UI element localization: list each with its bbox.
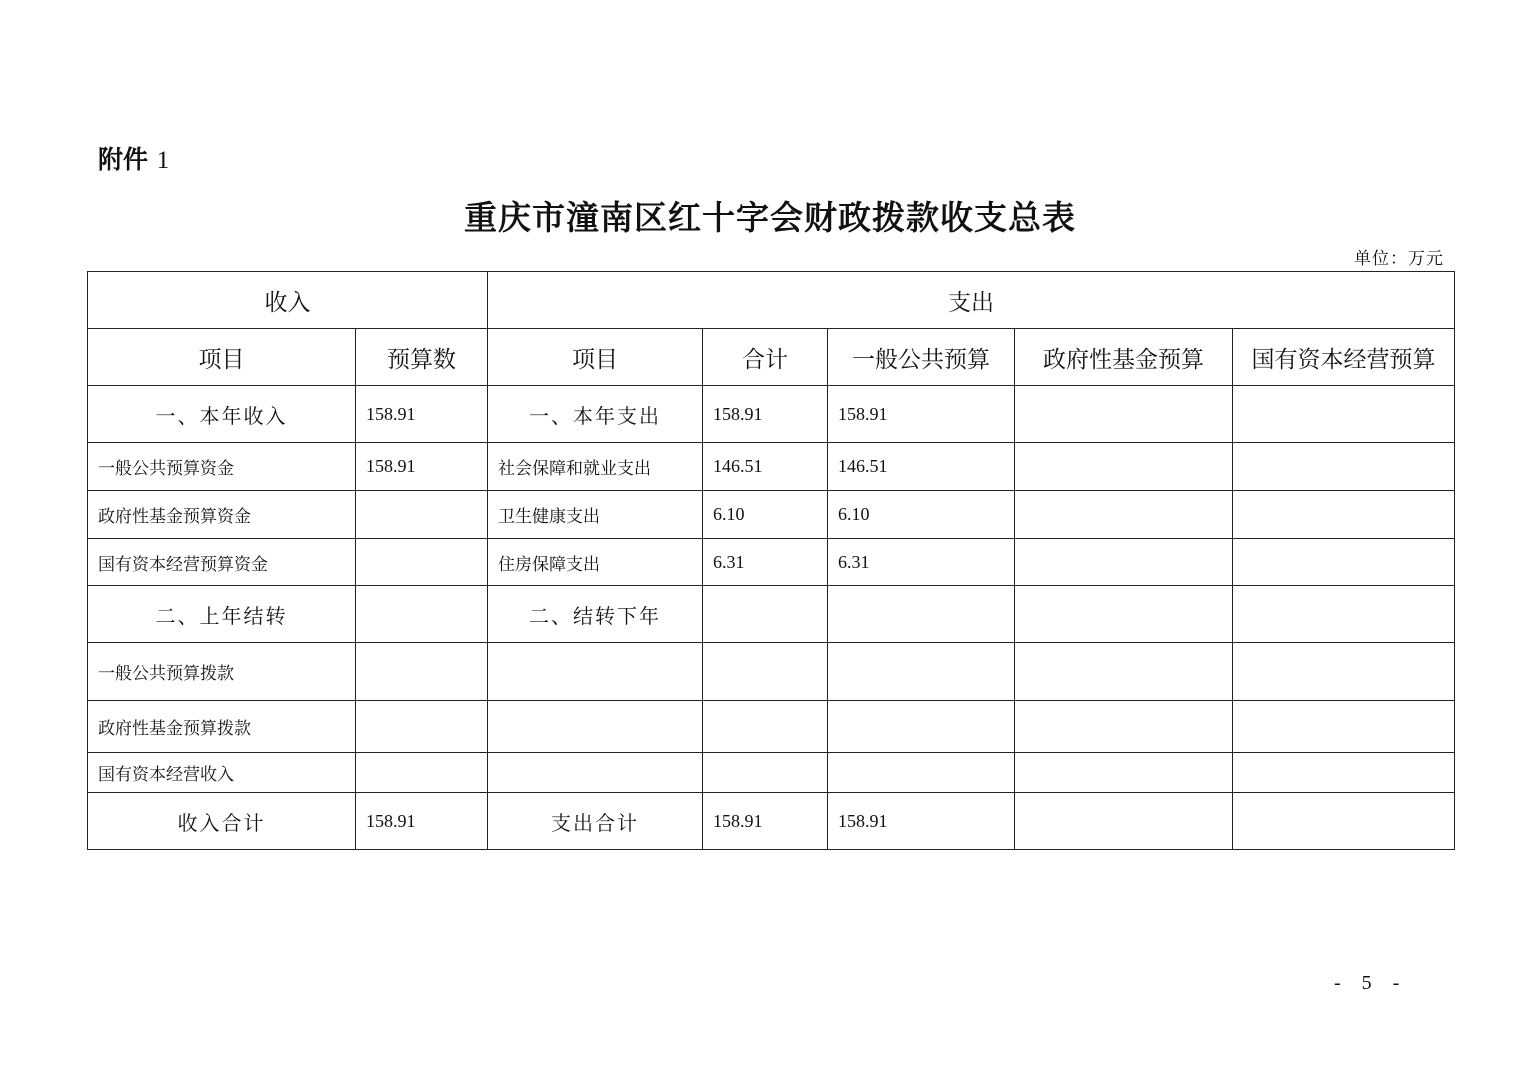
income-total-value: 158.91 — [356, 793, 488, 850]
income-value — [356, 753, 488, 793]
expense-state-capital — [1233, 386, 1455, 443]
income-value — [356, 586, 488, 643]
expense-fund — [1015, 491, 1233, 539]
income-item: 一般公共预算拨款 — [88, 643, 356, 701]
header-budget: 预算数 — [356, 329, 488, 386]
unit-label: 单位：万元 — [1354, 249, 1444, 269]
income-value — [356, 539, 488, 586]
expense-general — [828, 701, 1015, 753]
header-expense-item: 项目 — [488, 329, 703, 386]
table-row — [88, 491, 1455, 539]
expense-item: 一、本年支出 — [488, 386, 703, 443]
expense-state-capital — [1233, 491, 1455, 539]
table-total-row — [88, 793, 1455, 850]
expense-fund — [1015, 793, 1233, 850]
expense-state-capital — [1233, 539, 1455, 586]
income-value: 158.91 — [356, 443, 488, 491]
expense-total: 6.10 — [703, 491, 828, 539]
expense-total: 146.51 — [703, 443, 828, 491]
table-row — [88, 443, 1455, 491]
expense-general: 158.91 — [828, 386, 1015, 443]
expense-state-capital — [1233, 793, 1455, 850]
header-expense: 支出 — [488, 272, 1455, 329]
income-value — [356, 491, 488, 539]
attachment-label-text: 附件 — [98, 145, 149, 174]
expense-state-capital — [1233, 643, 1455, 701]
budget-summary-table — [87, 271, 1455, 850]
expense-total — [703, 643, 828, 701]
income-item: 政府性基金预算资金 — [88, 491, 356, 539]
expense-total: 158.91 — [703, 793, 828, 850]
expense-item — [488, 701, 703, 753]
header-fund-budget: 政府性基金预算 — [1015, 329, 1233, 386]
expense-fund — [1015, 701, 1233, 753]
expense-total — [703, 586, 828, 643]
expense-state-capital — [1233, 701, 1455, 753]
expense-total — [703, 701, 828, 753]
expense-fund — [1015, 539, 1233, 586]
header-income: 收入 — [88, 272, 488, 329]
table-row — [88, 386, 1455, 443]
header-general-budget: 一般公共预算 — [828, 329, 1015, 386]
expense-general — [828, 643, 1015, 701]
expense-total — [703, 753, 828, 793]
expense-item — [488, 643, 703, 701]
income-value — [356, 643, 488, 701]
expense-general — [828, 753, 1015, 793]
income-item: 二、上年结转 — [88, 586, 356, 643]
expense-general: 146.51 — [828, 443, 1015, 491]
table-row — [88, 586, 1455, 643]
table-row — [88, 643, 1455, 701]
expense-item: 住房保障支出 — [488, 539, 703, 586]
expense-fund — [1015, 586, 1233, 643]
expense-general — [828, 586, 1015, 643]
expense-state-capital — [1233, 753, 1455, 793]
header-total: 合计 — [703, 329, 828, 386]
table-header-group-row — [88, 272, 1455, 329]
expense-total: 6.31 — [703, 539, 828, 586]
expense-item: 二、结转下年 — [488, 586, 703, 643]
expense-item: 社会保障和就业支出 — [488, 443, 703, 491]
income-value — [356, 701, 488, 753]
table-header-row — [88, 329, 1455, 386]
header-income-item: 项目 — [88, 329, 356, 386]
expense-total: 158.91 — [703, 386, 828, 443]
expense-general: 6.31 — [828, 539, 1015, 586]
income-item: 国有资本经营预算资金 — [88, 539, 356, 586]
header-state-capital-budget: 国有资本经营预算 — [1233, 329, 1455, 386]
table-row — [88, 701, 1455, 753]
expense-general: 158.91 — [828, 793, 1015, 850]
expense-item — [488, 753, 703, 793]
income-item: 一、本年收入 — [88, 386, 356, 443]
expense-item: 卫生健康支出 — [488, 491, 703, 539]
expense-fund — [1015, 753, 1233, 793]
income-item: 国有资本经营收入 — [88, 753, 356, 793]
expense-fund — [1015, 443, 1233, 491]
income-value: 158.91 — [356, 386, 488, 443]
expense-fund — [1015, 643, 1233, 701]
expense-general: 6.10 — [828, 491, 1015, 539]
expense-state-capital — [1233, 443, 1455, 491]
income-item: 一般公共预算资金 — [88, 443, 356, 491]
attachment-label — [98, 140, 169, 176]
expense-state-capital — [1233, 586, 1455, 643]
table-row — [88, 539, 1455, 586]
income-total-label: 收入合计 — [88, 793, 356, 850]
expense-total-label: 支出合计 — [488, 793, 703, 850]
table-row — [88, 753, 1455, 793]
page-number: - 5 - — [1334, 972, 1408, 994]
expense-fund — [1015, 386, 1233, 443]
income-item: 政府性基金预算拨款 — [88, 701, 356, 753]
attachment-number: 1 — [156, 147, 170, 174]
document-title: 重庆市潼南区红十字会财政拨款收支总表 — [464, 198, 1076, 237]
